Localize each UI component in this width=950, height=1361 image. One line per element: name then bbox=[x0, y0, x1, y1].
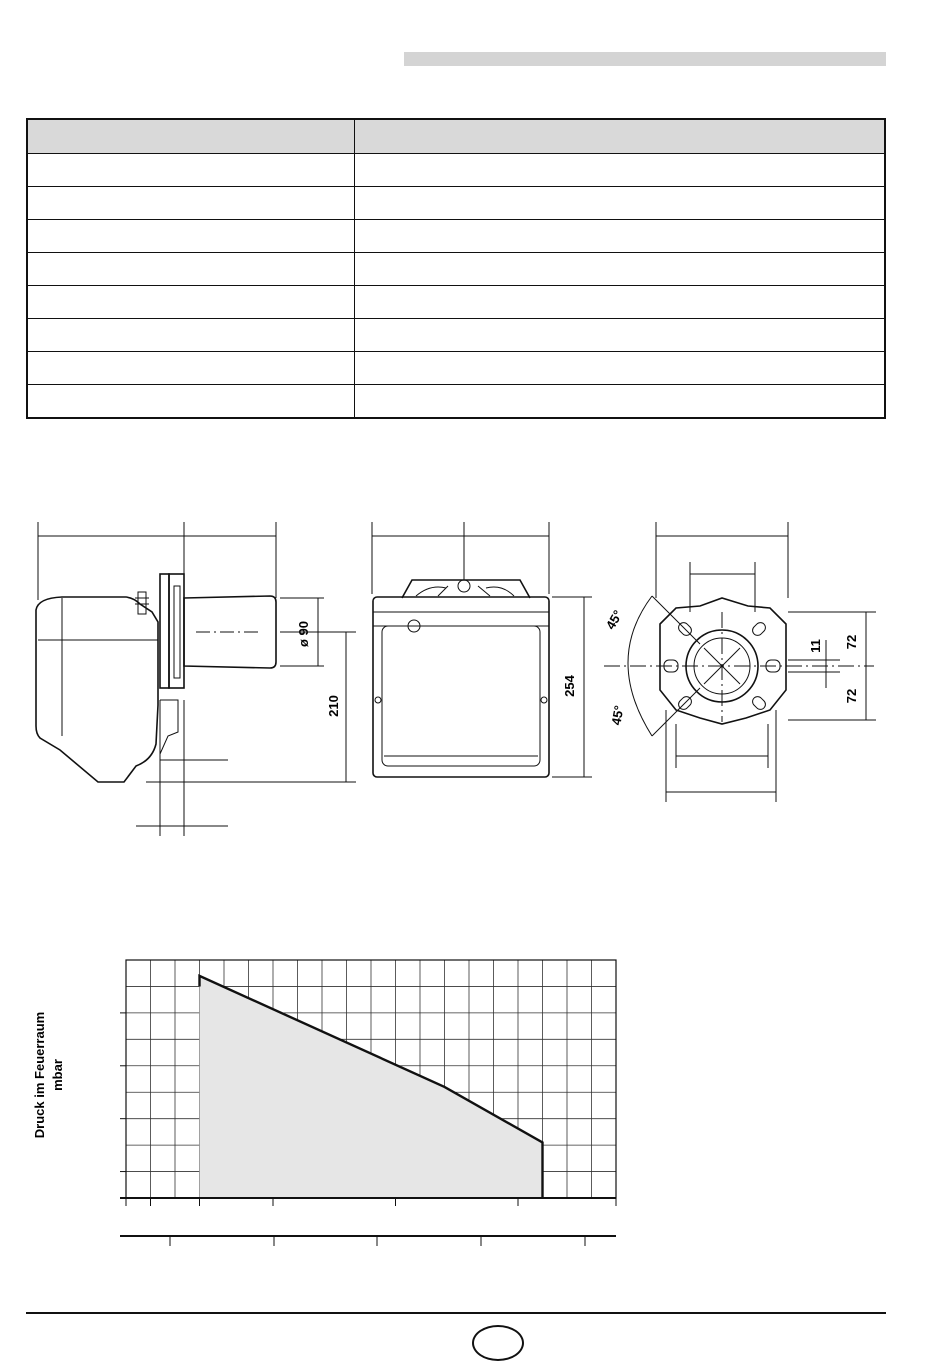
burner-front-view bbox=[372, 522, 592, 777]
dim-72-top-label: 72 bbox=[844, 634, 859, 650]
table-cell bbox=[355, 286, 886, 319]
table-cell bbox=[27, 352, 355, 385]
page-number-badge bbox=[472, 1325, 524, 1361]
table-cell bbox=[27, 286, 355, 319]
table-row bbox=[27, 187, 885, 220]
table-cell bbox=[355, 220, 886, 253]
dim-45-bottom-label: 45° bbox=[608, 704, 627, 727]
dim-diameter-label: ø 90 bbox=[296, 620, 311, 648]
table-cell bbox=[27, 187, 355, 220]
table-cell bbox=[355, 319, 886, 352]
dim-72-bottom-label: 72 bbox=[844, 688, 859, 704]
table-row bbox=[27, 154, 885, 187]
footer-divider bbox=[26, 1312, 886, 1314]
flange-view bbox=[604, 522, 876, 802]
table-cell bbox=[355, 187, 886, 220]
table-cell bbox=[355, 253, 886, 286]
table-cell bbox=[27, 154, 355, 187]
table-cell bbox=[355, 352, 886, 385]
table-cell bbox=[355, 385, 886, 419]
table-header-cell bbox=[27, 119, 355, 154]
table-header-row bbox=[27, 119, 885, 154]
table-row bbox=[27, 286, 885, 319]
table-row bbox=[27, 352, 885, 385]
table-row bbox=[27, 385, 885, 419]
section-title-bar bbox=[404, 52, 886, 66]
dim-11-label: 11 bbox=[808, 639, 823, 653]
table-cell bbox=[27, 385, 355, 419]
operating-range-chart bbox=[0, 940, 950, 1260]
table-row bbox=[27, 319, 885, 352]
dim-254-label: 254 bbox=[562, 675, 577, 697]
burner-dimension-drawings bbox=[0, 500, 950, 840]
table-cell bbox=[27, 220, 355, 253]
burner-side-view bbox=[36, 522, 356, 836]
table-cell bbox=[27, 253, 355, 286]
dim-45-top-label: 45° bbox=[602, 607, 626, 633]
chart-ylabel-line1: Druck im Feuerraum bbox=[32, 1011, 47, 1139]
table-cell bbox=[355, 154, 886, 187]
table-cell bbox=[27, 319, 355, 352]
technical-data-table bbox=[26, 118, 886, 419]
table-row bbox=[27, 220, 885, 253]
table-header-cell bbox=[355, 119, 886, 154]
table-row bbox=[27, 253, 885, 286]
chart-ylabel-line2: mbar bbox=[50, 1059, 65, 1091]
dim-210-label: 210 bbox=[326, 695, 341, 717]
